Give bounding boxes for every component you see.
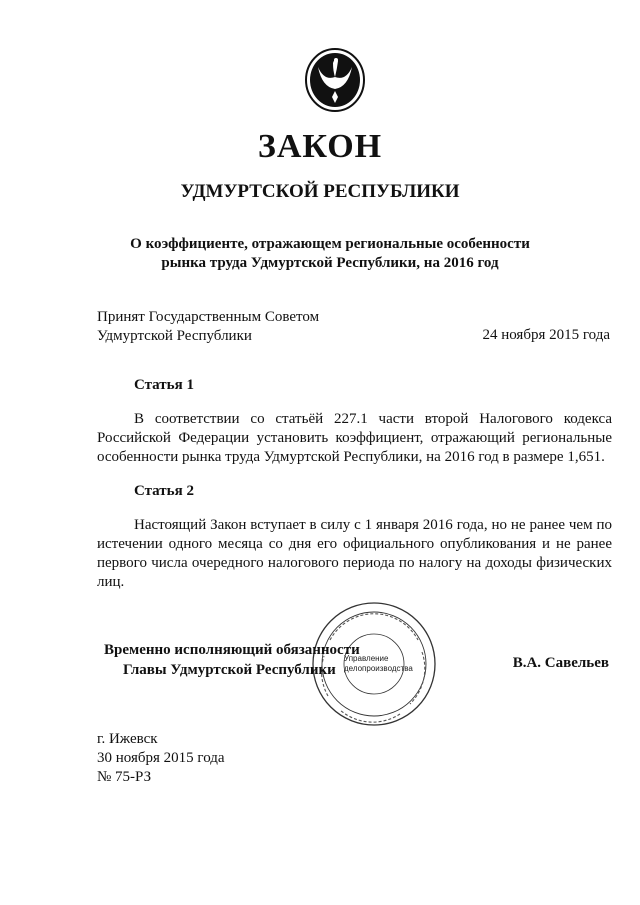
signatory-name: В.А. Савельев [512, 655, 609, 671]
footer-city: г. Ижевск [97, 731, 158, 747]
adoption-info [97, 308, 319, 346]
signatory-position-line1: Временно исполняющий обязанности [104, 642, 360, 658]
adoption-date: 24 ноября 2015 года [482, 327, 610, 343]
stamp-text-line1: Управление [344, 654, 389, 663]
document-title: ЗАКОН [257, 128, 383, 165]
signatory-position-line2: Главы Удмуртской Республики [123, 662, 336, 678]
document-footer [97, 730, 225, 787]
adoption-line1: Принят Государственным Советом [97, 309, 320, 325]
article-2-text: Настоящий Закон вступает в силу с 1 января 2016 года, но не ранее чем по истечении одного месяца со дня его официального опубликования и не ранее первого числа очередного налогового периода по налогу на доходы физических лиц. [97, 517, 612, 590]
article-2-title: Статья 2 [134, 483, 194, 499]
adoption-line2: Удмуртской Республики [97, 328, 252, 344]
law-heading-line2: рынка труда Удмуртской Республики, на 2016 год [161, 255, 499, 271]
udmurt-coat-of-arms-icon [304, 47, 366, 113]
footer-date: 30 ноября 2015 года [97, 750, 225, 766]
article-1-title: Статья 1 [134, 377, 194, 393]
footer-number: № 75-РЗ [97, 769, 152, 785]
signatory-position [104, 640, 360, 680]
law-heading-line1: О коэффициенте, отражающем региональные особенности [130, 236, 530, 252]
article-1-text: В соответствии со статьёй 227.1 части второй Налогового кодекса Российской Федерации установить коэффициент, отражающий региональные особенности рынка труда Удмуртской Республики, на 2016 год в размере 1,651. [97, 411, 612, 465]
law-heading [120, 235, 540, 273]
stamp-text-line2: делопроизводства [344, 664, 413, 673]
document-subtitle: УДМУРТСКОЙ РЕСПУБЛИКИ [180, 181, 460, 202]
